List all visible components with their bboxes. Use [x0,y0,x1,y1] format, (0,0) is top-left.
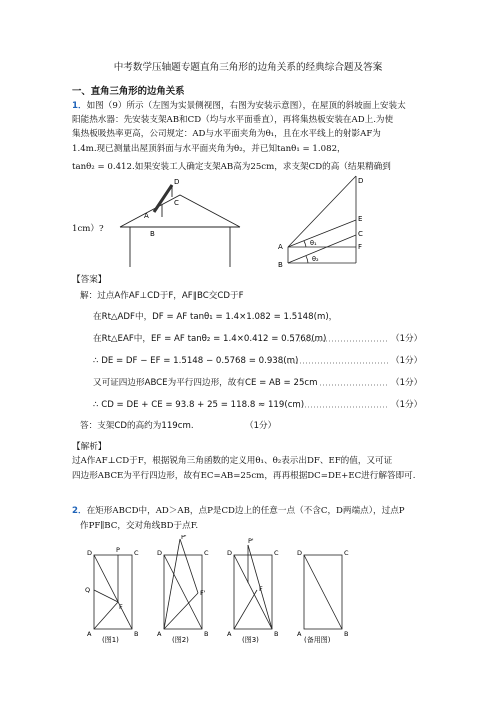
fig2-4-label-a: A [297,630,302,638]
q2-line-1 [72,506,405,517]
section-heading: 一、直角三角形的边角关系 [72,86,185,97]
q1-line-5: tanθ₂ = 0.412.如果安装工人确定支架AB高为25cm，求支架CD的高（结果精确到 [72,162,391,172]
q2-line-2: 作PF∥BC，交对角线BD于点F. [80,521,199,531]
fig2-3-label-a: A [227,630,232,638]
fig2-1-label-a: A [87,630,92,638]
fig2-4-label-b: B [344,630,349,638]
solution-score-7: （1分） [245,421,277,431]
solution-line-3: 在Rt△EAF中，EF = AF tanθ₂ = 1.4×0.412 = 0.5768(m) [93,334,327,344]
fig2-2-label-f1: F' [200,589,206,597]
fig2-1-label-c: C [134,549,139,557]
fig2-3-label-c: C [274,549,279,557]
fig2-3-label-f: F [259,585,263,593]
q1-number: 1． [72,101,87,111]
q1-text-1: 如图（9）所示（左图为实景侧视图，右图为安装示意图），在屋顶的斜坡面上安装太 [86,101,406,111]
fig1-label-f: F [358,243,363,251]
fig1-label-b: B [150,230,155,238]
fig2-caption-2: (图2) [172,636,189,644]
fig1-label-d: D [174,178,180,186]
fig1-label-c2: C [358,230,363,238]
analysis-line-2: 四边形ABCE为平行四边形，故有EC=AB=25cm，再再根据DC=DE+EC进行解答即可. [72,471,416,481]
solution-line-4: ∴ DE = DF − EF = 1.5148 − 0.5768 = 0.938(m) [93,356,299,366]
answer-tag: 【答案】 [72,275,107,285]
fig1-label-c: C [174,199,179,207]
fig1-label-e: E [358,215,363,223]
q1-line-4: 1.4m.现已测量出屋顶斜面与水平面夹角为θ₂，并已知tanθ₁ = 1.082， [72,144,346,154]
document-title: 中考数学压轴题专题直角三角形的边角关系的经典综合题及答案 [113,62,383,73]
fig2-caption-4: (备用图) [304,636,331,644]
fig2-1-label-b: B [134,630,139,638]
fig2-2-label-p1: P' [181,535,187,541]
solution-score-6: （1分） [391,400,423,410]
q1-line-6: 1cm）? [72,224,104,234]
solution-score-4: （1分） [391,356,423,366]
fig2-2-label-a: A [157,630,162,638]
analysis-line-1: 过A作AF⊥CD于F，根据锐角三角函数的定义用θ₁、θ₂表示出DF、EF的值，又可证 [72,456,393,466]
fig2-3-label-p1: P' [248,537,254,545]
fig2-2-label-c: C [204,549,209,557]
q2-figures [72,535,432,645]
fig1-label-a2: A [278,243,283,251]
solution-line-7: 答：支架CD的高约为119cm. [80,421,194,431]
solution-line-2: 在Rt△ADF中，DF = AF tanθ₁ = 1.4×1.082 = 1.5148(m)， [93,312,338,322]
q1-line-3: 集热板吸热率更高，公司规定：AD与水平面夹角为θ₁，且在水平线上的射影AF为 [72,129,381,139]
solution-line-1: 解：过点A作AF⊥CD于F，AF∥BC交CD于F [80,291,244,301]
analysis-tag: 【解析】 [72,442,107,452]
fig2-3-label-b: B [274,630,279,638]
solution-line-6: ∴ CD = DE + CE = 93.8 + 25 = 118.8 ≈ 119(cm) [93,400,305,410]
fig1-label-b2: B [278,261,283,269]
fig1-label-a: A [144,212,149,220]
fig2-1-label-q: Q [85,586,91,594]
q1-line-2: 阳能热水器：先安装支架AB和CD（均与水平面垂直），再将集热板安装在AD上.为使 [72,115,394,125]
fig2-4-label-d: D [297,549,303,557]
q2-text-1: 在矩形ABCD中，AD＞AB，点P是CD边上的任意一点（不含C，D两端点），过点P [86,506,405,516]
fig2-3-label-d: D [227,549,233,557]
fig2-1-label-f: F [119,603,123,611]
fig2-2-label-d: D [157,549,163,557]
fig2-1-label-d: D [87,549,93,557]
fig1-label-d2: D [358,177,364,185]
fig2-1-label-p: P [116,546,120,554]
fig2-2-label-b: B [204,630,209,638]
fig1-label-theta1: θ₁ [310,239,317,247]
solution-line-5: 又可证四边形ABCE为平行四边形，故有CE = AB = 25cm [93,378,318,388]
fig2-caption-3: (图3) [242,636,259,644]
q2-number: 2． [72,506,87,516]
fig2-4-label-c: C [344,549,349,557]
solution-score-3: （1分） [391,334,423,344]
solution-score-5: （1分） [391,378,423,388]
fig1-label-theta2: θ₂ [312,255,319,263]
fig2-caption-1: (图1) [102,636,119,644]
